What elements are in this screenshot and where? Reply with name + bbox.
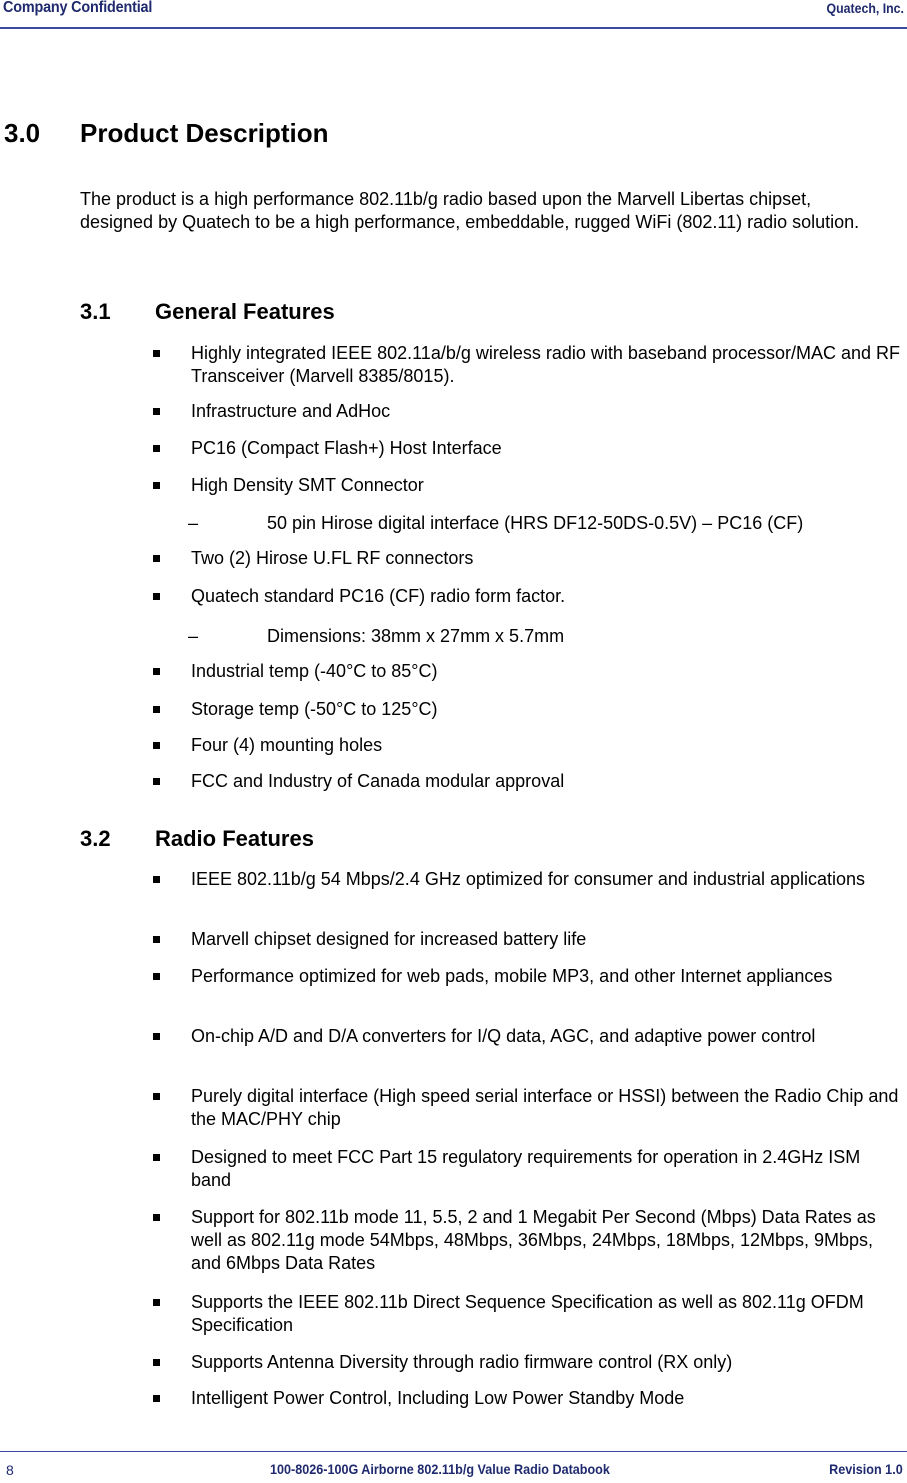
bullet-icon <box>153 555 160 562</box>
section-title: Product Description <box>80 118 329 148</box>
footer-page-number: 8 <box>6 1462 14 1478</box>
dash-icon: – <box>188 626 199 646</box>
bullet-icon <box>153 742 160 749</box>
page-header <box>0 0 907 30</box>
bullet-icon <box>153 706 160 713</box>
general-number: 3.1 <box>80 299 111 324</box>
bullet-icon <box>153 1395 160 1402</box>
section-heading <box>4 118 328 149</box>
header-company: Quatech, Inc. <box>826 0 904 16</box>
bullet-icon <box>153 1033 160 1040</box>
bullet-icon <box>153 1154 160 1161</box>
bullet-icon <box>153 668 160 675</box>
bullet-icon <box>153 408 160 415</box>
bullet-icon <box>153 973 160 980</box>
footer-revision: Revision 1.0 <box>829 1461 903 1477</box>
bullet-icon <box>153 1214 160 1221</box>
footer-document-title: 100-8026-100G Airborne 802.11b/g Value Radio Databook <box>270 1461 610 1477</box>
radio-features-heading <box>80 826 314 852</box>
intro-paragraph: The product is a high performance 802.11b/g radio based upon the Marvell Libertas chipset, designed by Quatech to be a high performance, embeddable, rugged WiFi (802.11) radio solution. <box>80 189 860 232</box>
general-title: General Features <box>155 299 335 324</box>
radio-title: Radio Features <box>155 826 314 851</box>
dash-icon: – <box>188 513 199 533</box>
header-confidential: Company Confidential <box>3 0 153 16</box>
section-number: 3.0 <box>4 118 41 148</box>
bullet-icon <box>153 1299 160 1306</box>
general-features-heading <box>80 299 335 325</box>
bullet-icon <box>153 482 160 489</box>
bullet-icon <box>153 445 160 452</box>
bullet-icon <box>153 1093 160 1100</box>
radio-number: 3.2 <box>80 826 111 851</box>
bullet-icon <box>153 778 160 785</box>
bullet-icon <box>153 350 160 357</box>
footer-rule <box>0 1451 907 1452</box>
bullet-icon <box>153 1359 160 1366</box>
bullet-icon <box>153 936 160 943</box>
header-rule <box>0 27 907 29</box>
bullet-icon <box>153 593 160 600</box>
bullet-icon <box>153 876 160 883</box>
